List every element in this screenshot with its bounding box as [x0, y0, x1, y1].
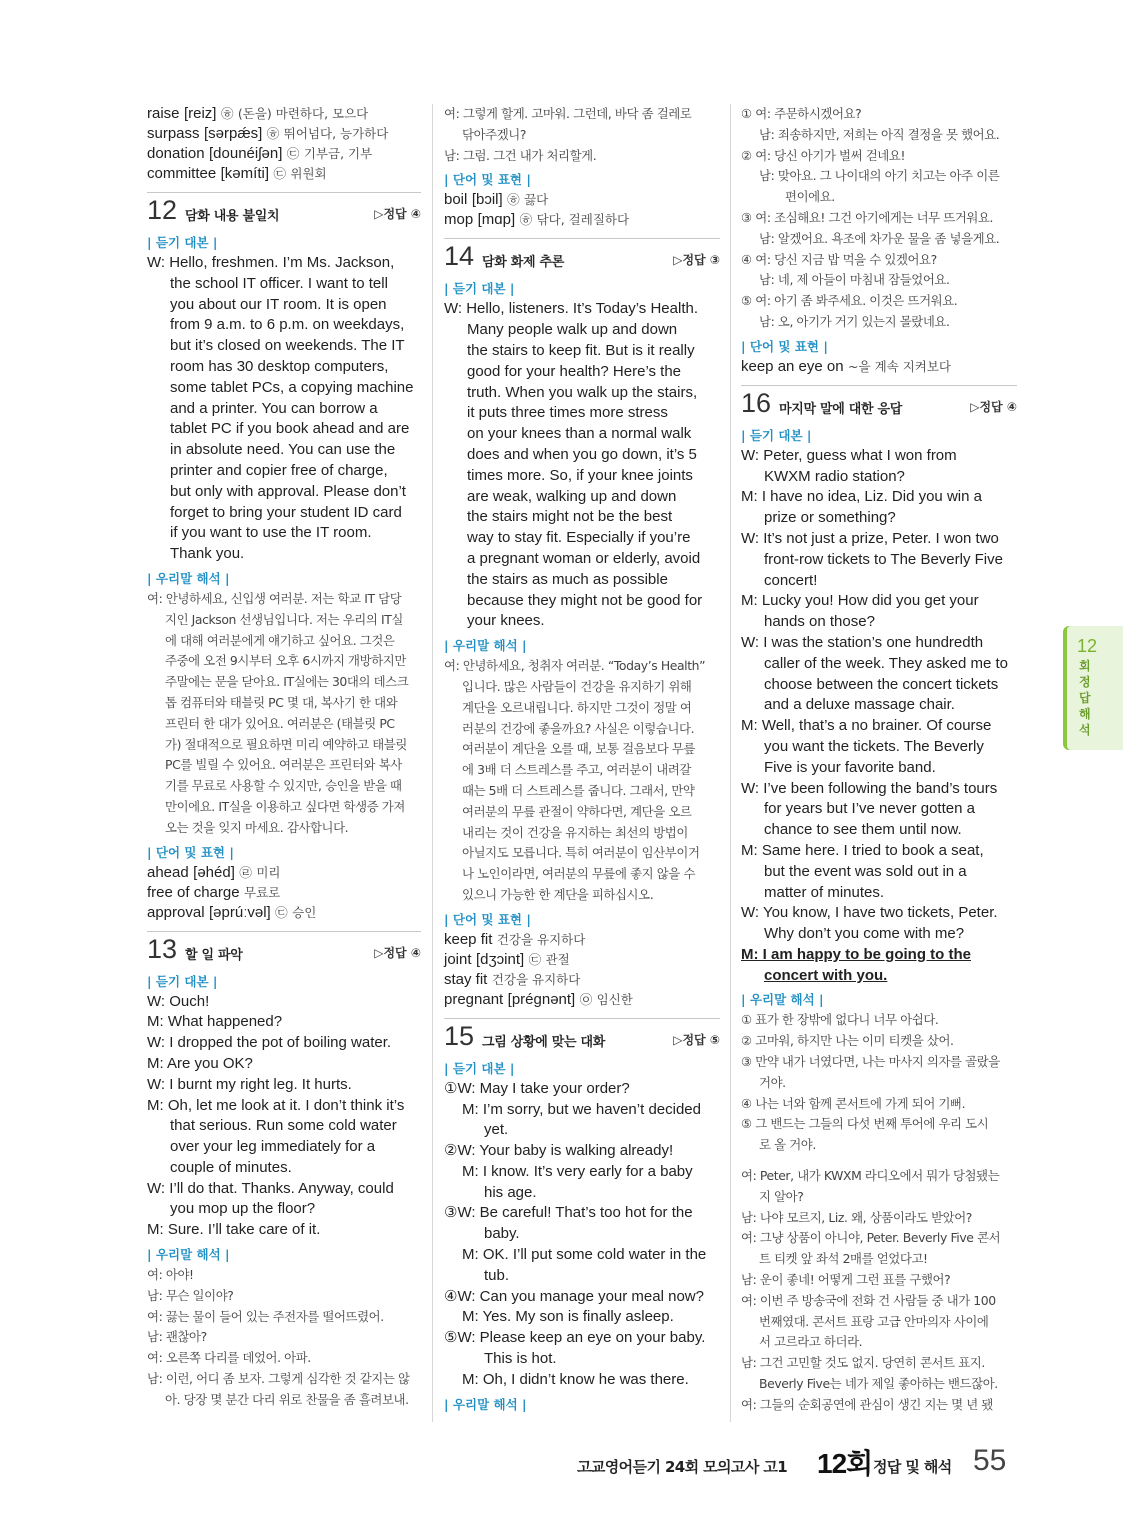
vocab-pos: ㉭ — [266, 126, 280, 141]
script-line: W: You know, I have two tickets, Peter. — [741, 904, 998, 922]
script-line: W: I burnt my right leg. It hurts. — [147, 1075, 352, 1093]
script-line: truth. When you walk up the stairs, — [467, 383, 698, 401]
translation-line: 닦아주겠니? — [462, 126, 527, 142]
vocab-meaning: ~을 계속 지켜보다 — [848, 358, 951, 374]
script-line: chance to see them until now. — [764, 821, 962, 839]
vocab-pos: ㉭ — [519, 212, 533, 228]
vocab-pos: ㉢ — [286, 146, 300, 161]
script-line: M: I’m sorry, but we haven’t decided — [462, 1100, 701, 1118]
script-line: prize or something? — [764, 509, 896, 527]
script-line: it puts three times more stress — [467, 404, 668, 422]
script-line: and a printer. You can borrow a — [170, 399, 378, 417]
script-line: a pregnant woman or elderly, avoid — [467, 549, 701, 567]
script-line: M: OK. I’ll put some cold water in the — [462, 1246, 707, 1264]
section-15-header — [444, 1018, 720, 1055]
vocab-word: approval — [147, 903, 205, 921]
translation-line: 아닐지도 모릅니다. 특히 여러분이 임산부이거 — [462, 845, 700, 861]
translation-line: 여러분이 계단을 오를 때, 보통 걸음보다 무릎 — [462, 741, 696, 757]
translation-line: 나 노인이라면, 여러분의 무릎에 좋지 않을 수 — [462, 866, 696, 882]
section-number: 14 — [444, 241, 475, 272]
side-tab-text: 회 정답 해석 — [1079, 659, 1091, 737]
vocab-word: ahead — [147, 863, 189, 881]
vocab-word: mop — [444, 211, 474, 229]
script-line: M: What happened? — [147, 1013, 283, 1031]
vocab-pos: ㉢ — [273, 166, 286, 181]
vocab-item — [147, 863, 421, 883]
vocab-pron: [bɔil] — [471, 191, 503, 209]
translation-line: 남: 그럼. 그건 내가 처리할게. — [444, 147, 597, 163]
section-16-header — [741, 385, 1017, 422]
translation-line: 편이에요. — [785, 189, 835, 205]
translation-line: 여: 안녕하세요, 신입생 여러분. 저는 학교 IT 담당 — [147, 590, 402, 606]
translation-line: 내리는 것이 건강을 유지하는 최선의 방법이 — [462, 824, 688, 840]
script-line: M: Sure. I’ll take care of it. — [147, 1221, 321, 1239]
vocab-item — [444, 210, 720, 230]
answer-label: ▷정답 ④ — [374, 207, 421, 221]
vocab-item — [147, 883, 421, 903]
translation-label: | 우리말 해석 | — [147, 1247, 230, 1263]
script-line: M: I have no idea, Liz. Did you win a — [741, 488, 982, 506]
script-label: | 듣기 대본 | — [147, 235, 218, 250]
translation-line: PC를 빌릴 수 있어요. 여러분은 프린터와 복사 — [165, 757, 402, 773]
translation-line: ① 여: 주문하시겠어요? — [741, 106, 862, 121]
page-footer — [577, 1444, 1017, 1488]
script-line: front-row tickets to The Beverly Five — [764, 550, 1003, 568]
script-line: W: Hello, freshmen. I’m Ms. Jackson, — [147, 254, 395, 271]
translation-label: | 우리말 해석 | — [741, 992, 824, 1008]
answer-label: ▷정답 ⑤ — [673, 1032, 720, 1047]
script-line: ②W: Your baby is walking already! — [444, 1142, 674, 1160]
vocab-meaning: 위원회 — [290, 166, 327, 181]
translation-line: 있으니 가능한 한 계단을 피하십시오. — [462, 886, 654, 902]
script-line: caller of the week. They asked me to — [764, 654, 1009, 672]
option-line: ⑤ 그 밴드는 그들의 다섯 번째 투어에 우리 도시 — [741, 1116, 989, 1132]
translation-line: ③ 여: 조심해요! 그건 아기에게는 너무 뜨거워요. — [741, 209, 994, 225]
script-line: you want the tickets. The Beverly — [764, 737, 984, 755]
vocab-meaning: 기부금, 기부 — [303, 146, 373, 161]
script-line: M: Same here. I tried to book a seat, — [741, 841, 984, 859]
vocab-meaning: 임신한 — [596, 991, 633, 1007]
footer-suffix: 정답 및 해석 — [873, 1458, 952, 1476]
translation-line: 남: 나야 모르지, Liz. 왜, 상품이라도 받았어? — [741, 1209, 972, 1225]
script-line: tub. — [484, 1266, 510, 1284]
vocab-list-top — [147, 104, 421, 184]
answer-label: ▷정답 ③ — [673, 253, 720, 268]
vocab-meaning: 뛰어넘다, 능가하다 — [283, 126, 389, 141]
section-number: 16 — [741, 387, 772, 418]
script-line: W: Ouch! — [147, 992, 210, 1010]
translation-label: | 우리말 해석 | — [147, 570, 230, 586]
script-line: ⑤W: Please keep an eye on your baby. — [444, 1329, 706, 1347]
vocab-pron: [əprúːvəl] — [209, 903, 271, 921]
translation-line: 톱 컴퓨터와 태블릿 PC 몇 대, 복사기 한 대와 — [165, 694, 398, 710]
vocab-meaning: 건강을 유지하다 — [496, 931, 586, 947]
script-line: your knees. — [467, 612, 545, 630]
script-line-answer: M: I am happy to be going to the — [741, 945, 971, 963]
script-line-answer: concert with you. — [764, 966, 888, 984]
vocab-item — [147, 104, 421, 124]
script-line: M: Are you OK? — [147, 1054, 253, 1072]
vocab-pron: [mɑp] — [477, 211, 516, 229]
vocab-word: keep an eye on — [741, 357, 844, 375]
translation-line: 남: 그건 고민할 것도 없지. 당연히 콘서트 표지. — [741, 1355, 985, 1371]
translation-line: 여: Peter, 내가 KWXM 라디오에서 뭐가 당첨됐는 — [741, 1168, 1000, 1184]
vocab-label: | 단어 및 표현 | — [147, 844, 234, 860]
script-line: way to stay fit. Especially if you’re — [467, 529, 691, 547]
script-line: W: Hello, listeners. It’s Today’s Health. — [444, 300, 699, 318]
script-label: | 듣기 대본 | — [147, 973, 218, 989]
side-tab-inner — [1067, 626, 1123, 750]
translation-line: 남: 이런, 어디 좀 보자. 그렇게 심각한 것 같지는 않 — [147, 1371, 410, 1387]
script-line: that serious. Run some cold water — [170, 1117, 397, 1135]
translation-line: 트 티켓 앞 좌석 2매를 얻었다고! — [759, 1251, 928, 1267]
vocab-item — [444, 970, 720, 990]
translation-line: ⑤ 여: 아기 좀 봐주세요. 이것은 뜨거워요. — [741, 293, 958, 309]
translation-line: 여: 이번 주 방송국에 전화 건 사람들 중 내가 100 — [741, 1292, 996, 1308]
translation-line: 여러분의 무릎 관절이 약하다면, 계단을 오르 — [462, 803, 692, 819]
script-line: W: I dropped the pot of boiling water. — [147, 1034, 392, 1052]
column-2 — [444, 104, 720, 1415]
script-line: tablet PC if you book ahead and are — [170, 420, 410, 438]
side-tab-number: 12 — [1077, 636, 1098, 656]
vocab-item — [147, 144, 421, 164]
translation-line: 남: 맞아요. 그 나이대의 아기 치고는 아주 이른 — [759, 168, 1000, 184]
vocab-meaning: 닦다, 걸레질하다 — [536, 212, 630, 228]
vocab-word: keep fit — [444, 930, 493, 948]
column-divider — [730, 104, 731, 1422]
answer-label: ▷정답 ④ — [374, 945, 421, 960]
section-title: 그림 상황에 맞는 대화 — [482, 1034, 605, 1050]
script-line: in absolute need. You can use the — [170, 441, 396, 459]
option-line: ④ 나는 너와 함께 콘서트에 가게 되어 기뻐. — [741, 1095, 966, 1111]
translation-line: 남: 괜찮아? — [147, 1329, 207, 1345]
script-line: Five is your favorite band. — [764, 758, 936, 776]
section-title: 마지막 말에 대한 응답 — [779, 401, 902, 417]
script-line: some tablet PCs, a copying machine — [170, 378, 414, 396]
translation-line: 아. 당장 몇 분간 다리 위로 찬물을 좀 흘려보내. — [165, 1391, 409, 1407]
script-line: good for your health? Here’s the — [467, 362, 682, 380]
vocab-pos: ㉭ — [220, 106, 234, 121]
script-line: M: Well, that’s a no brainer. Of course — [741, 717, 992, 735]
script-line: M: I know. It’s very early for a baby — [462, 1162, 693, 1180]
vocab-pos: ㉭ — [507, 192, 520, 208]
translation-line: 여: 오른쪽 다리를 데었어. 아파. — [147, 1350, 311, 1366]
script-line: over your leg immediately for a — [170, 1138, 376, 1156]
vocab-meaning: (돈을) 마련하다, 모으다 — [237, 106, 369, 121]
script-line: W: I’ll do that. Thanks. Anyway, could — [147, 1179, 394, 1197]
vocab-label: | 단어 및 표현 | — [741, 338, 828, 354]
script-line: room has 30 desktop computers, — [170, 357, 389, 375]
translation-line: 번째였대. 콘서트 표랑 고급 안마의자 사이에 — [759, 1313, 989, 1329]
script-line: but it’s closed on weekends. The IT — [170, 337, 405, 355]
translation-line: 서 고르라고 하더라. — [759, 1334, 863, 1350]
vocab-label: | 단어 및 표현 | — [444, 911, 531, 927]
vocab-item — [444, 990, 720, 1010]
translation-line: 주중에 오전 9시부터 오후 6시까지 개방하지만 — [165, 653, 406, 669]
vocab-pos: ㉣ — [239, 864, 252, 880]
translation-line: 여: 아야! — [147, 1267, 194, 1283]
script-line: ③W: Be careful! That’s too hot for the — [444, 1204, 693, 1222]
vocab-label: | 단어 및 표현 | — [444, 172, 531, 188]
script-line: the stairs might not be the best — [467, 508, 673, 526]
script-line: and a deluxe massage chair. — [764, 696, 955, 714]
script-line: KWXM radio station? — [764, 467, 905, 485]
script-line: W: I’ve been following the band’s tours — [741, 779, 998, 797]
script-line: but only with approval. Please don’t — [170, 482, 406, 500]
translation-line: 남: 죄송하지만, 저희는 아직 결정을 못 했어요. — [759, 126, 1000, 142]
vocab-pron: [reiz] — [183, 105, 217, 122]
script-line: choose between the concert tickets — [764, 675, 999, 693]
footer-round: 12회 — [817, 1448, 873, 1479]
translation-line: 프린터 한 대가 있어요. 여러분은 (태블릿 PC — [165, 715, 395, 731]
script-label: | 듣기 대본 | — [741, 427, 812, 443]
script-line: W: It’s not just a prize, Peter. I won two — [741, 529, 999, 547]
translation-label: | 우리말 해석 | — [444, 1396, 527, 1412]
script-line: W: I was the station’s one hundredth — [741, 633, 984, 651]
script-label: | 듣기 대본 | — [444, 281, 515, 297]
translation-label: | 우리말 해석 | — [444, 638, 527, 654]
translation-line: 주말에는 문을 닫아요. IT실에는 30대의 데스크 — [165, 674, 409, 690]
script-line: Thank you. — [170, 545, 245, 563]
vocab-item — [147, 164, 421, 184]
script-line: does and when you go down, it’s 5 — [467, 445, 697, 463]
translation-line: 계단을 오르내립니다. 하지만 그것이 정말 여 — [462, 699, 692, 715]
vocab-meaning: 관절 — [545, 951, 570, 967]
section-number: 13 — [147, 933, 178, 964]
vocab-word: surpass — [147, 125, 200, 142]
translation-line: 지인 Jackson 선생님입니다. 저는 우리의 IT실 — [165, 611, 403, 627]
script-line: hands on those? — [764, 613, 875, 631]
section-title: 담화 화제 추론 — [482, 255, 564, 271]
script-line: baby. — [484, 1225, 520, 1243]
vocab-pos: ㉢ — [528, 951, 542, 967]
section-number: 12 — [147, 195, 178, 225]
vocab-word: raise — [147, 105, 180, 122]
script-line: ④W: Can you manage your meal now? — [444, 1287, 704, 1305]
vocab-item — [147, 903, 421, 923]
footer-series: 고교영어듣기 24회 모의고사 고1 — [577, 1458, 788, 1476]
section-title: 할 일 파악 — [185, 947, 243, 963]
vocab-item — [147, 124, 421, 144]
translation-line: 가) 절대적으로 필요하면 미리 예약하고 태블릿 — [165, 736, 407, 752]
script-line: W: Peter, guess what I won from — [741, 446, 957, 464]
translation-line: ④ 여: 당신 지금 밥 먹을 수 있겠어요? — [741, 251, 937, 267]
script-line: the stairs to keep fit. But is it really — [467, 341, 695, 359]
translation-line: 오는 것을 잊지 마세요. 감사합니다. — [165, 819, 349, 835]
vocab-word: pregnant — [444, 990, 504, 1008]
translation-line: 여: 그들의 순회공연에 관심이 생긴 지는 몇 년 됐 — [741, 1396, 993, 1412]
script-line: on your knees than a normal walk — [467, 425, 692, 443]
vocab-word: joint — [444, 950, 472, 968]
translation-line: 기를 무료로 사용할 수 있지만, 승인을 받을 때 — [165, 778, 402, 794]
translation-line: 때는 5배 더 스트레스를 줍니다. 그래서, 만약 — [462, 782, 695, 798]
column-divider — [432, 104, 433, 1422]
script-line: printer and copier free of charge, — [170, 461, 388, 479]
vocab-item — [444, 930, 720, 950]
section-13-header — [147, 931, 421, 968]
script-line: you mop up the floor? — [170, 1200, 316, 1218]
script-line: M: Oh, I didn’t know he was there. — [462, 1370, 689, 1388]
vocab-pron: [kəmíti] — [220, 165, 269, 182]
script-line: Why don’t you come with me? — [764, 925, 965, 943]
vocab-word: committee — [147, 165, 217, 182]
script-label: | 듣기 대본 | — [444, 1060, 515, 1076]
script-line: yet. — [484, 1121, 509, 1139]
translation-line: ② 여: 당신 아기가 벌써 걷네요! — [741, 147, 906, 163]
translation-line: Beverly Five는 네가 제일 좋아하는 밴드잖아. — [759, 1376, 998, 1392]
vocab-item — [444, 190, 720, 210]
vocab-item — [444, 950, 720, 970]
vocab-word: boil — [444, 191, 468, 209]
option-line: 로 올 거야. — [759, 1137, 816, 1153]
script-line: This is hot. — [484, 1350, 557, 1368]
script-line: times more. So, if your knee joints — [467, 466, 693, 484]
translation-line: 남: 알겠어요. 욕조에 차가운 물을 좀 넣을게요. — [759, 230, 1000, 246]
script-line: for years but I’ve never gotten a — [764, 800, 975, 818]
script-line: forget to bring your student ID card — [170, 503, 402, 521]
page-number: 55 — [973, 1444, 1007, 1477]
translation-line: 에 3배 더 스트레스를 주고, 여러분이 내려갈 — [462, 762, 691, 778]
script-line: M: Yes. My son is finally asleep. — [462, 1308, 674, 1326]
script-line: matter of minutes. — [764, 883, 885, 901]
translation-line: 남: 무슨 일이야? — [147, 1287, 234, 1303]
column-3 — [741, 104, 1017, 1416]
script-line: are weak, walking up and down — [467, 487, 677, 505]
translation-line: 러분의 건강에 좋을까요? 사실은 이렇습니다. — [462, 720, 695, 736]
option-line: ② 고마워, 하지만 나는 이미 티켓을 샀어. — [741, 1033, 954, 1049]
vocab-pron: [əhéd] — [193, 863, 235, 881]
vocab-meaning: 무료로 — [244, 884, 281, 900]
translation-line: 만이에요. IT실을 이용하고 싶다면 학생증 가져 — [165, 798, 405, 814]
vocab-pron: [dounéiʃən] — [209, 145, 283, 162]
script-line: couple of minutes. — [170, 1158, 292, 1176]
translation-line: 지 알아? — [759, 1188, 804, 1204]
translation-line: 남: 운이 좋네! 어떻게 그런 표를 구했어? — [741, 1272, 951, 1288]
translation-line: 여: 끓는 물이 들어 있는 주전자를 떨어뜨렸어. — [147, 1308, 384, 1324]
translation-line: 남: 네, 제 아들이 마침내 잠들었어요. — [759, 272, 950, 288]
script-line: you about our IT room. It is open — [170, 295, 387, 313]
translation-line: 에 대해 여러분에게 얘기하고 싶어요. 그것은 — [165, 632, 395, 648]
section-number: 15 — [444, 1020, 475, 1051]
vocab-pos: ㉢ — [275, 904, 288, 920]
script-line: M: Lucky you! How did you get your — [741, 592, 979, 610]
translation-line: 남: 오, 아기가 거기 있는지 몰랐네요. — [759, 313, 950, 329]
vocab-pos: ㉧ — [579, 991, 593, 1007]
script-line: but the event was sold out in a — [764, 862, 967, 880]
translation-line: 여: 그렇게 할게. 고마워. 그런데, 바닥 좀 걸레로 — [444, 106, 692, 121]
script-line: his age. — [484, 1183, 537, 1201]
vocab-pron: [sərpǽs] — [203, 125, 263, 142]
translation-line: 입니다. 많은 사람들이 건강을 유지하기 위해 — [462, 678, 692, 694]
section-12-header — [147, 192, 421, 229]
script-line: because they might not be good for — [467, 591, 703, 609]
vocab-meaning: 미리 — [256, 864, 281, 880]
vocab-item — [741, 357, 1017, 377]
section-title: 담화 내용 불일치 — [185, 209, 280, 224]
script-line: the stairs as much as possible — [467, 570, 668, 588]
script-line: from 9 a.m. to 6 p.m. on weekdays, — [170, 316, 405, 334]
vocab-word: free of charge — [147, 883, 240, 901]
script-line: ①W: May I take your order? — [444, 1079, 630, 1097]
script-line: Many people walk up and down — [467, 321, 678, 339]
script-line: the school IT officer. I want to tell — [170, 274, 388, 292]
vocab-meaning: 승인 — [292, 904, 317, 920]
script-line: concert! — [764, 571, 818, 589]
option-line: 거야. — [759, 1074, 786, 1090]
spacer — [741, 1156, 1017, 1166]
answer-label: ▷정답 ④ — [970, 399, 1017, 414]
translation-line: 여: 안녕하세요, 청취자 여러분. “Today’s Health” — [444, 658, 706, 674]
chapter-side-tab — [1063, 626, 1123, 750]
option-line: ③ 만약 내가 너였다면, 나는 마사지 의자를 골랐을 — [741, 1054, 1000, 1070]
column-1 — [147, 104, 421, 1411]
vocab-word: stay fit — [444, 970, 488, 988]
vocab-meaning: 건강을 유지하다 — [491, 971, 581, 987]
vocab-word: donation — [147, 145, 205, 162]
vocab-pron: [dʒɔint] — [475, 950, 525, 968]
script-line: M: Oh, let me look at it. I don’t think it’s — [147, 1096, 405, 1114]
option-line: ① 표가 한 장밖에 없다니 너무 아쉽다. — [741, 1012, 939, 1028]
vocab-meaning: 끓다 — [524, 192, 549, 208]
translation-line: 여: 그냥 상품이 아니야, Peter. Beverly Five 콘서 — [741, 1230, 1001, 1246]
section-14-header — [444, 238, 720, 275]
vocab-pron: [prégnənt] — [507, 990, 576, 1008]
script-line: if you want to use the IT room. — [170, 524, 372, 542]
